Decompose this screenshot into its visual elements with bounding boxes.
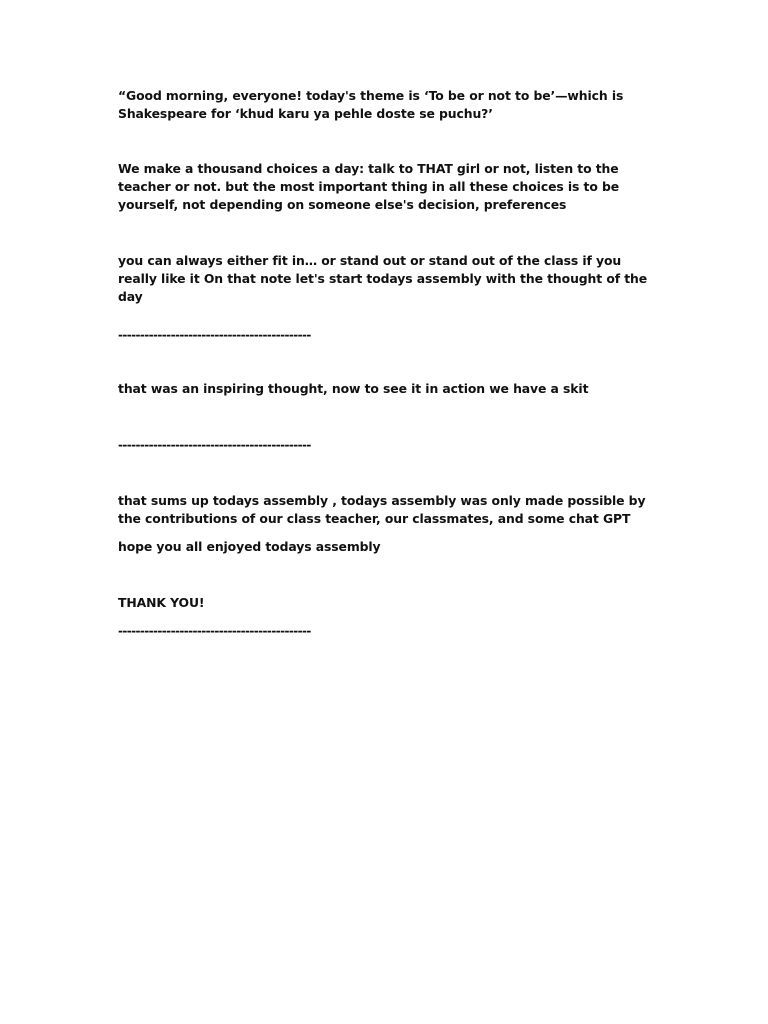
divider-line: -------------------------------------------- [118,438,311,452]
divider-line: -------------------------------------------- [118,328,311,342]
divider-line: -------------------------------------------- [118,624,311,638]
fit-in-paragraph: you can always either fit in… or stand out or stand out of the class if you really like it On that note let's start todays assembly with the thought of the day [118,253,648,304]
thank-you-text: THANK YOU! [118,595,205,610]
closing-paragraph: that sums up todays assembly , todays assembly was only made possible by the contributions of our class teacher, our classmates, and some chat GPT [118,493,646,526]
thought-followup-paragraph: that was an inspiring thought, now to see it in action we have a skit [118,381,589,396]
choices-paragraph: We make a thousand choices a day: talk to THAT girl or not, listen to the teacher or not. but the most important thing in all these choices is to be yourself, not depending on someone else's decision, preferences [118,161,620,212]
enjoyed-paragraph: hope you all enjoyed todays assembly [118,539,381,554]
intro-paragraph: “Good morning, everyone! today's theme is ‘To be or not to be’—which is Shakespeare for ‘khud karu ya pehle doste se puchu?’ [118,88,624,121]
